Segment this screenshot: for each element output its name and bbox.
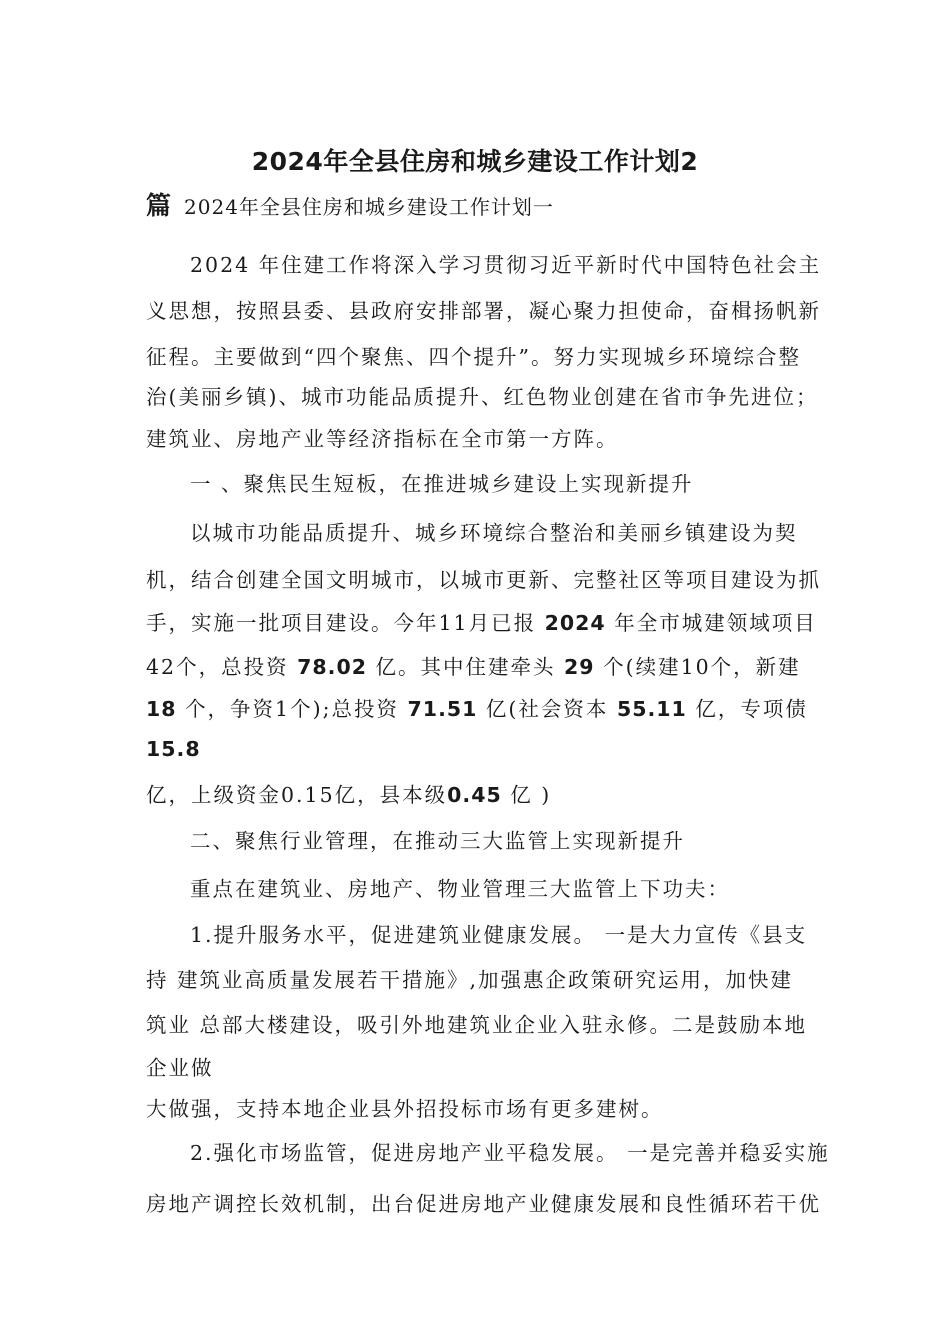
paragraph-line xyxy=(146,650,801,680)
text-segment: 亿。其中住建牵头 xyxy=(375,655,556,679)
number-text: 55.11 xyxy=(616,697,687,721)
number-text: 0.45 xyxy=(447,783,502,807)
subtitle-text: 2024年全县住房和城乡建设工作计划一 xyxy=(184,195,554,219)
paragraph-line: 2.强化市场监管，促进房地产业平稳发展。 一是完善并稳妥实施 xyxy=(190,1141,830,1165)
paragraph-line: 建筑业、房地产业等经济指标在全市第一方阵。 xyxy=(146,427,619,451)
document-subtitle xyxy=(146,186,554,222)
paragraph-line: 1.提升服务水平，促进建筑业健康发展。 一是大力宣传《县支 xyxy=(190,923,808,947)
paragraph-line xyxy=(146,692,808,722)
paragraph-line: 房地产调控长效机制，出台促进房地产业健康发展和良性循环若干优 xyxy=(146,1192,821,1216)
paragraph-line: 征程。主要做到“四个聚焦、四个提升”。努力实现城乡环境综合整 xyxy=(146,345,801,369)
number-text: 78.02 xyxy=(297,655,367,679)
number-text: 29 xyxy=(564,655,595,679)
paragraph-line: 以城市功能品质提升、城乡环境综合整治和美丽乡镇建设为契 xyxy=(190,521,798,545)
text-segment: 个，争资1个);总投资 xyxy=(185,697,400,721)
paragraph-line: 大做强，支持本地企业县外招投标市场有更多建树。 xyxy=(146,1097,664,1121)
paragraph-line: 筑业 总部大楼建设，吸引外地建筑业企业入驻永修。二是鼓励本地 xyxy=(146,1013,808,1037)
paragraph-line: 治(美丽乡镇)、城市功能品质提升、红色物业创建在省市争先进位； xyxy=(146,385,819,409)
paragraph-line: 企业做 xyxy=(146,1056,214,1080)
text-segment: 亿，专项债 xyxy=(695,697,808,721)
subtitle-prefix: 篇 xyxy=(146,191,173,220)
paragraph-line: 持 建筑业高质量发展若干措施》,加强惠企政策研究运用，加快建 xyxy=(146,968,794,992)
text-segment: 亿 ) xyxy=(510,783,552,807)
paragraph-line: 义思想，按照县委、县政府安排部署，凝心聚力担使命，奋楫扬帆新 xyxy=(146,299,821,323)
number-text: 18 xyxy=(146,697,177,721)
paragraph-line: 机，结合创建全国文明城市，以城市更新、完整社区等项目建设为抓 xyxy=(146,568,821,592)
text-segment: 42个，总投资 xyxy=(146,655,289,679)
text-segment: 手，实施一批项目建设。今年11月已报 xyxy=(146,611,537,635)
text-segment: 亿，上级资金0.15亿，县本级 xyxy=(146,783,448,807)
document-title: 2024年全县住房和城乡建设工作计划2 xyxy=(251,147,699,176)
text-segment: 年全市城建领域项目 xyxy=(614,611,817,635)
text-segment: 亿(社会资本 xyxy=(485,697,609,721)
text-segment: 个(续建10个，新建 xyxy=(603,655,801,679)
paragraph-line: 2024 年住建工作将深入学习贯彻习近平新时代中国特色社会主 xyxy=(190,253,822,277)
section-heading: 一 、聚焦民生短板，在推进城乡建设上实现新提升 xyxy=(190,472,694,496)
number-text: 71.51 xyxy=(407,697,478,721)
number-text: 2024 xyxy=(544,611,606,635)
section-heading: 二、聚焦行业管理，在推动三大监管上实现新提升 xyxy=(190,829,685,853)
paragraph-line xyxy=(146,606,817,636)
paragraph-line xyxy=(146,778,551,808)
number-text: 15.8 xyxy=(146,737,201,761)
paragraph-line: 重点在建筑业、房地产、物业管理三大监管上下功夫： xyxy=(190,877,730,901)
